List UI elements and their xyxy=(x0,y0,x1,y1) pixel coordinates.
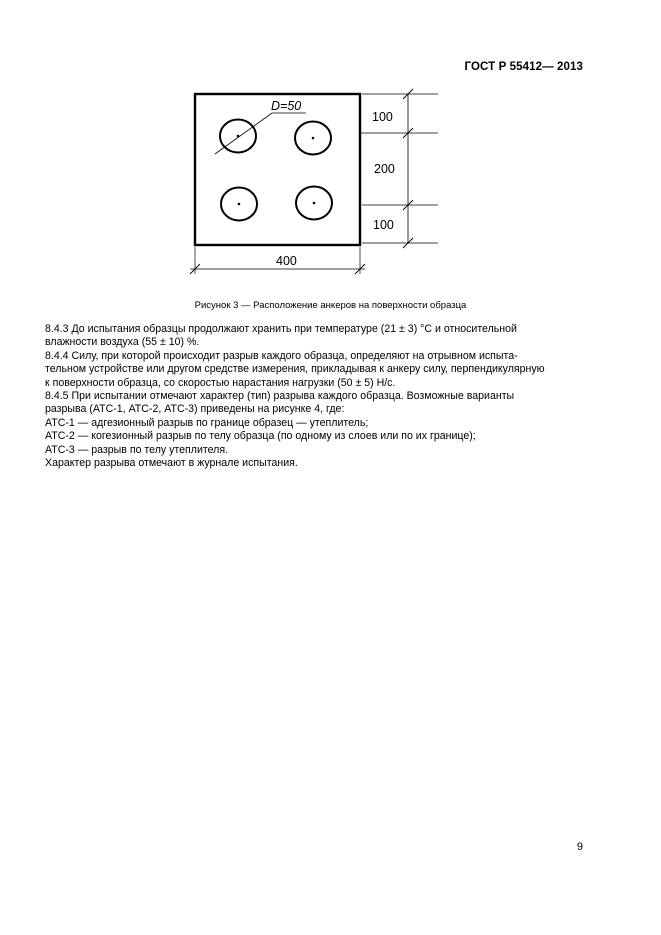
atc-1-definition: АТС-1 — адгезионный разрыв по границе образец — утеплитель; xyxy=(45,416,369,429)
figure-caption: Рисунок 3 — Расположение анкеров на поверхности образца xyxy=(194,300,467,311)
paragraph-8-4-5-line2: разрыва (АТС-1, АТС-2, АТС-3) приведены на рисунке 4, где: xyxy=(45,403,345,416)
paragraph-8-4-3-line1: 8.4.3 До испытания образцы продолжают хранить при температуре (21 ± 3) °С и относительной xyxy=(45,323,517,335)
diameter-leader xyxy=(215,113,272,154)
dim-label-middle: 200 xyxy=(374,162,395,176)
specimen-outline xyxy=(195,94,360,245)
final-sentence: Характер разрыва отмечают в журнале испытания. xyxy=(45,457,298,470)
standard-header: ГОСТ Р 55412— 2013 xyxy=(464,61,583,73)
atc-3-definition: АТС-3 — разрыв по телу утеплителя. xyxy=(45,443,229,456)
paragraph-8-4-4-line2: тельном устройстве или другом средстве измерения, прикладывая к анкеру силу, перпендикулярную xyxy=(45,363,545,376)
page-number: 9 xyxy=(576,841,583,853)
anchor-top-right-center xyxy=(312,137,315,140)
body-text xyxy=(45,323,583,470)
anchor-bottom-right-center xyxy=(313,202,316,205)
diameter-label: D=50 xyxy=(271,99,302,113)
paragraph-8-4-5-line1: 8.4.5 При испытании отмечают характер (тип) разрыва каждого образца. Возможные варианты xyxy=(45,390,515,403)
dim-label-top: 100 xyxy=(372,110,393,124)
paragraph-8-4-3-line2: влажности воздуха (55 ± 10) %. xyxy=(45,336,200,349)
dim-label-width: 400 xyxy=(276,254,297,268)
paragraph-8-4-4-line3: к поверхности образца, со скоростью нарастания нагрузки (50 ± 5) Н/с. xyxy=(45,376,396,389)
atc-2-definition: АТС-2 — когезионный разрыв по телу образца (по одному из слоев или по их границе); xyxy=(45,430,476,443)
paragraph-8-4-4-line1: 8.4.4 Силу, при которой происходит разрыв каждого образца, определяют на отрывном испыта- xyxy=(45,349,518,362)
anchor-layout-figure xyxy=(0,0,661,300)
anchor-bottom-left-center xyxy=(238,203,241,206)
dim-label-bottom: 100 xyxy=(373,218,394,232)
